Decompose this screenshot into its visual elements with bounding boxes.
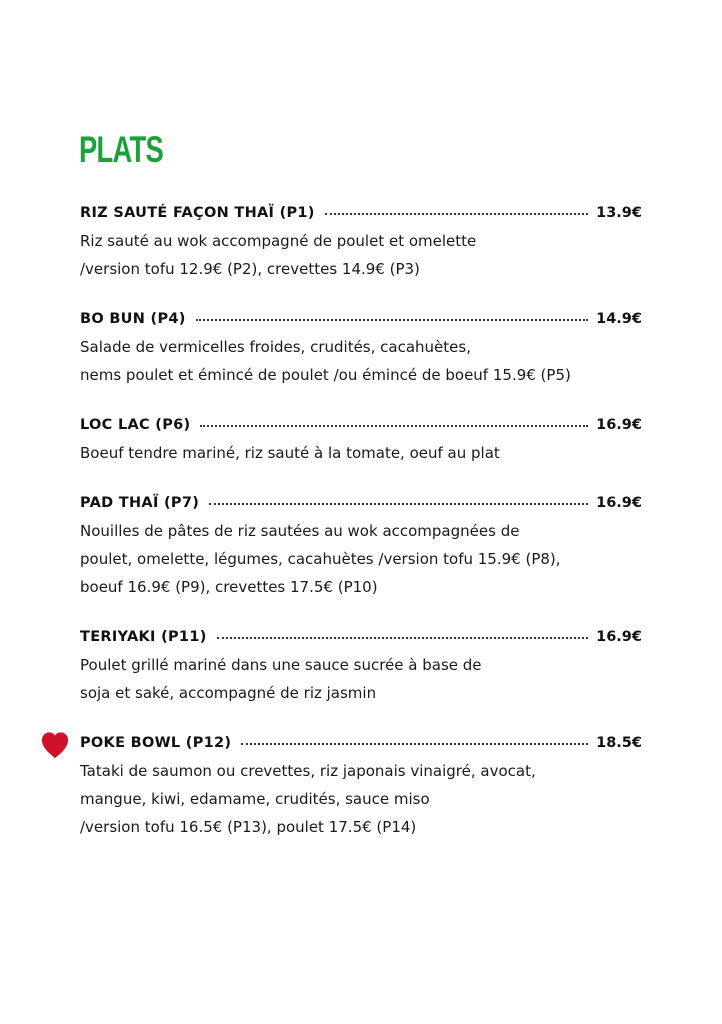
heart-icon: [40, 731, 70, 759]
menu-item-description-line: /version tofu 16.5€ (P13), poulet 17.5€ (P14): [80, 818, 417, 836]
menu-item-header: [80, 489, 642, 517]
menu-item: [80, 623, 642, 707]
menu-item-name: RIZ SAUTÉ FAÇON THAÏ (P1): [80, 205, 315, 221]
menu-item-description-line: Tataki de saumon ou crevettes, riz japonais vinaigré, avocat,: [80, 762, 536, 780]
menu-item-header: [80, 623, 642, 651]
menu-item-header: [80, 411, 642, 439]
menu-item-description-line: Poulet grillé mariné dans une sauce sucrée à base de: [80, 656, 482, 674]
menu-item: [80, 305, 642, 389]
menu-item-price: 14.9€: [596, 311, 642, 327]
menu-item-price: 18.5€: [596, 735, 642, 751]
dotted-leader: [217, 637, 588, 639]
menu-item-name: BO BUN (P4): [80, 311, 186, 327]
menu-item-description-line: soja et saké, accompagné de riz jasmin: [80, 684, 377, 702]
menu-item-price: 16.9€: [596, 417, 642, 433]
menu-item-description-line: boeuf 16.9€ (P9), crevettes 17.5€ (P10): [80, 578, 378, 596]
menu-item-name: TERIYAKI (P11): [80, 629, 207, 645]
dotted-leader: [241, 743, 588, 745]
menu-item-description-line: mangue, kiwi, edamame, crudités, sauce miso: [80, 790, 430, 808]
menu-item-description-line: Salade de vermicelles froides, crudités, cacahuètes,: [80, 338, 471, 356]
menu-item: [80, 199, 642, 283]
dotted-leader: [209, 503, 588, 505]
menu-item-name: LOC LAC (P6): [80, 417, 191, 433]
menu-item-header: [80, 199, 642, 227]
dotted-leader: [200, 425, 588, 427]
menu-item-name: PAD THAÏ (P7): [80, 495, 200, 511]
dotted-leader: [196, 319, 588, 321]
menu-item-header: [80, 729, 642, 757]
menu-item-description-line: Boeuf tendre mariné, riz sauté à la tomate, oeuf au plat: [80, 444, 500, 462]
menu-item-description-line: /version tofu 12.9€ (P2), crevettes 14.9€ (P3): [80, 260, 420, 278]
menu-items-list: [80, 199, 642, 863]
menu-item-price: 16.9€: [596, 495, 642, 511]
menu-item: [80, 411, 642, 467]
section-title: PLATS: [79, 129, 164, 170]
menu-item-featured: [80, 729, 642, 841]
menu-item-description-line: Nouilles de pâtes de riz sautées au wok accompagnées de: [80, 522, 520, 540]
dotted-leader: [325, 213, 588, 215]
menu-item-description-line: nems poulet et émincé de poulet /ou émincé de boeuf 15.9€ (P5): [80, 366, 571, 384]
menu-item-price: 13.9€: [596, 205, 642, 221]
menu-item: [80, 489, 642, 601]
menu-item-name: POKE BOWL (P12): [80, 735, 232, 751]
menu-item-description-line: poulet, omelette, légumes, cacahuètes /version tofu 15.9€ (P8),: [80, 550, 561, 568]
menu-item-price: 16.9€: [596, 629, 642, 645]
menu-item-description-line: Riz sauté au wok accompagné de poulet et omelette: [80, 232, 477, 250]
menu-item-header: [80, 305, 642, 333]
